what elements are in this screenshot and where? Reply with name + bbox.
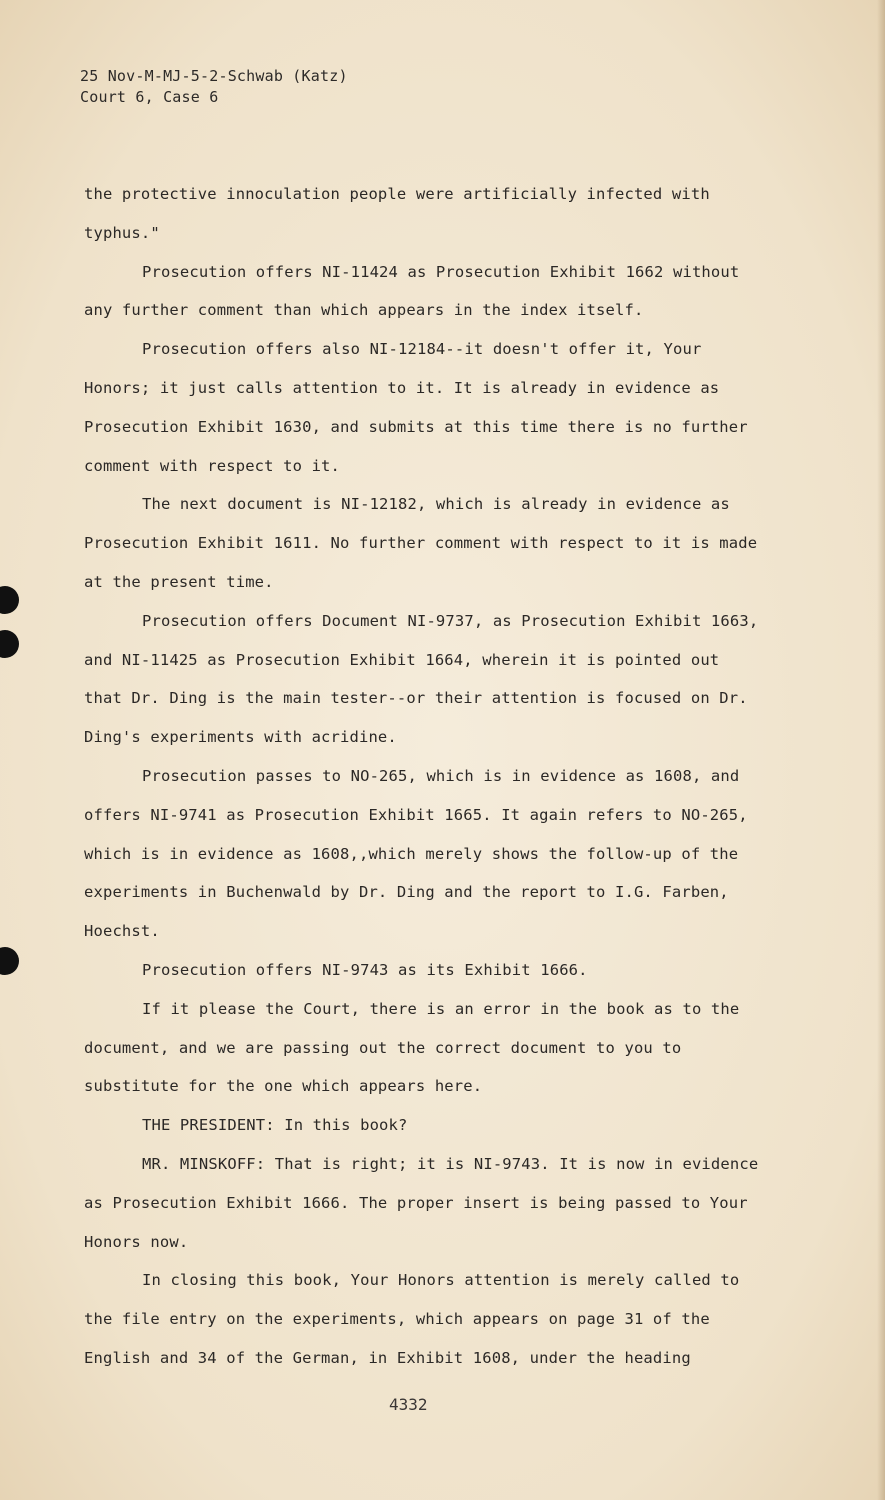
paragraph: MR. MINSKOFF: That is right; it is NI-9743. It is now in evidence as Prosecution Exhibit 1666. The proper insert is being passed to Your Honors now. [84, 1154, 759, 1251]
document-header [80, 66, 348, 108]
paragraph: Prosecution offers NI-11424 as Prosecution Exhibit 1662 without any further comment than which appears in the index itself. [84, 262, 740, 320]
paragraph: Prosecution offers Document NI-9737, as Prosecution Exhibit 1663, and NI-11425 as Prosecution Exhibit 1664, wherein it is pointed out that Dr. Ding is the main tester--or their attention is focused on Dr. Ding's experiments with acridine. [84, 611, 759, 747]
punch-hole-middle [0, 630, 19, 658]
header-line-court: Court 6, Case 6 [80, 88, 219, 106]
paragraph: Prosecution offers also NI-12184--it doesn't offer it, Your Honors; it just calls attention to it. It is already in evidence as Prosecution Exhibit 1630, and submits at this time there is no further comment with respect to it. [84, 340, 748, 475]
header-line-session: 25 Nov-M-MJ-5-2-Schwab (Katz) [80, 67, 348, 85]
paragraph: the protective innoculation people were artificially infected with typhus." [84, 185, 710, 242]
paragraph: Prosecution offers NI-9743 as its Exhibit 1666. [142, 960, 588, 979]
paragraph: If it please the Court, there is an error in the book as to the document, and we are passing out the correct document to you to substitute for the one which appears here. [84, 999, 740, 1096]
page-number: 4332 [389, 1395, 428, 1414]
paragraph: Prosecution passes to NO-265, which is in evidence as 1608, and offers NI-9741 as Prosecution Exhibit 1665. It again refers to NO-265, which is in evidence as 1608,,which merely shows the follow-up of the experiments in Buchenwald by Dr. Ding and the report to I.G. Farben, Hoechst. [84, 766, 748, 941]
paragraph: THE PRESIDENT: In this book? [142, 1116, 408, 1135]
paragraph: In closing this book, Your Honors attention is merely called to the file entry on the experiments, which appears on page 31 of the English and 34 of the German, in Exhibit 1608, under the heading [84, 1271, 740, 1367]
punch-hole-top [0, 586, 19, 614]
paragraph: The next document is NI-12182, which is already in evidence as Prosecution Exhibit 1611. No further comment with respect to it is made at the present time. [84, 495, 758, 591]
transcript-body [84, 175, 764, 1378]
punch-hole-bottom [0, 947, 19, 975]
